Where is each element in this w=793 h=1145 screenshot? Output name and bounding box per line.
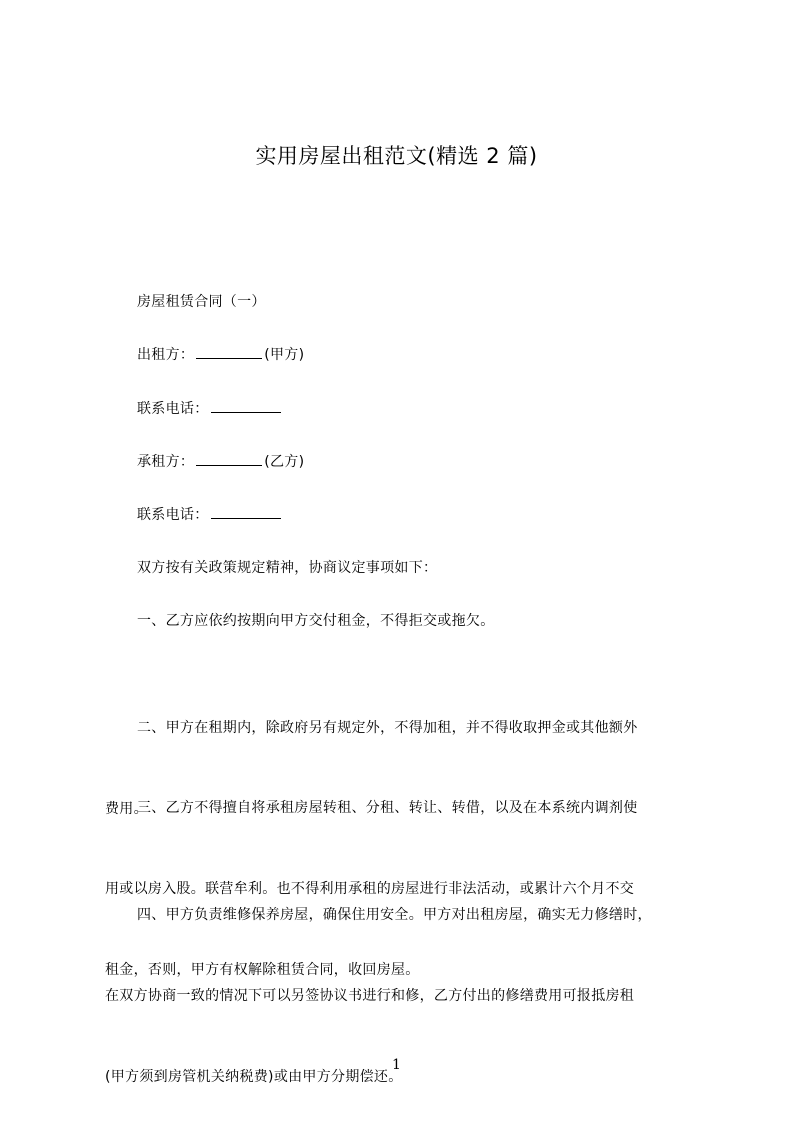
lessor-blank <box>196 344 262 359</box>
clause-4 <box>105 848 710 1145</box>
contract-heading-text: 房屋租赁合同（一） <box>137 294 266 310</box>
lessee-suffix: (乙方) <box>264 454 305 470</box>
phone2-line <box>105 502 710 529</box>
clause-3-line-1: 三、乙方不得擅自将承租房屋转租、分租、转让、转借，以及在本系统内调剂使 <box>137 800 638 816</box>
clause-2-line-1: 二、甲方在租期内，除政府另有规定外，不得加租，并不得收取押金或其他额外 <box>137 720 638 736</box>
clause-4-line-1: 四、甲方负责维修保养房屋，确保住用安全。甲方对出租房屋，确实无力修缮时， <box>137 907 652 923</box>
contract-heading <box>105 289 710 316</box>
clause-4-line-2: 在双方协商一致的情况下可以另签协议书进行和修，乙方付出的修缮费用可报抵房租 <box>105 988 635 1004</box>
lessor-label: 出租方： <box>137 347 195 363</box>
phone1-line <box>105 396 710 423</box>
lessor-suffix: (甲方) <box>264 347 305 363</box>
page-number: 1 <box>392 1057 401 1073</box>
lessee-blank <box>196 451 262 466</box>
document-title: 实用房屋出租范文(精选 2 篇) <box>255 144 538 168</box>
clause-3-line-3: 租金，否则，甲方有权解除租赁合同，收回房屋。 <box>105 962 420 978</box>
clause-2-line-2: 费用。 <box>105 801 148 817</box>
lessee-line <box>105 449 710 476</box>
phone1-label: 联系电话： <box>137 401 209 417</box>
lessee-label: 承租方： <box>137 454 195 470</box>
clause-1-text: 一、乙方应依约按期向甲方交付租金，不得拒交或拖欠。 <box>137 613 495 629</box>
intro-paragraph <box>105 555 710 582</box>
clause-3-line-2: 用或以房入股。联营牟利。也不得利用承租的房屋进行非法活动，或累计六个月不交 <box>105 881 635 897</box>
intro-text: 双方按有关政策规定精神，协商议定事项如下： <box>137 560 438 576</box>
phone1-blank <box>211 398 281 413</box>
clause-1 <box>105 608 710 635</box>
phone2-label: 联系电话： <box>137 507 209 523</box>
phone2-blank <box>211 504 281 519</box>
lessor-line <box>105 342 710 369</box>
clause-4-line-3: (甲方须到房管机关纳税费)或由甲方分期偿还。 <box>105 1069 403 1085</box>
